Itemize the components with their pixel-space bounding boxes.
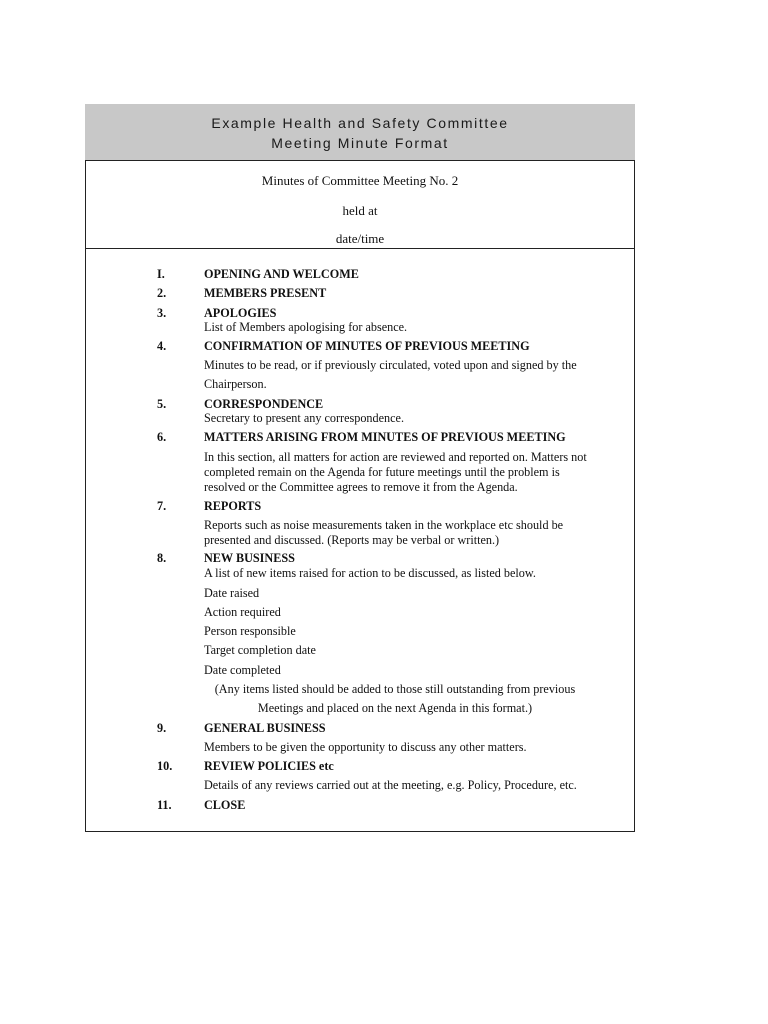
item-description: Target completion date <box>204 643 316 657</box>
item-number: 10. <box>157 759 173 773</box>
item-note: Meetings and placed on the next Agenda in this format.) <box>257 701 533 715</box>
item-description: Details of any reviews carried out at the meeting, e.g. Policy, Procedure, etc. <box>204 778 577 792</box>
item-description: Reports such as noise measurements taken in the workplace etc should be <box>204 518 564 532</box>
item-number: I. <box>157 267 165 281</box>
item-title: CLOSE <box>204 798 246 812</box>
item-title: CORRESPONDENCE <box>204 397 324 411</box>
item-title: OPENING AND WELCOME <box>204 267 359 281</box>
document-header <box>85 104 635 161</box>
item-note: (Any items listed should be added to those still outstanding from previous <box>214 682 576 696</box>
item-title: REPORTS <box>204 499 262 513</box>
item-title: MEMBERS PRESENT <box>204 286 327 300</box>
item-description: A list of new items raised for action to be discussed, as listed below. <box>204 566 536 580</box>
date-time: date/time <box>335 231 385 246</box>
item-number: 2. <box>157 286 167 300</box>
item-description: completed remain on the Agenda for future meetings until the problem is <box>204 465 560 479</box>
item-description: In this section, all matters for action are reviewed and reported on. Matters not <box>204 450 587 464</box>
item-description: resolved or the Committee agrees to remove it from the Agenda. <box>204 480 518 494</box>
minutes-title: Minutes of Committee Meeting No. 2 <box>261 173 459 188</box>
item-number: 11. <box>157 798 172 812</box>
item-title: CONFIRMATION OF MINUTES OF PREVIOUS MEETING <box>204 339 530 353</box>
item-number: 3. <box>157 306 167 320</box>
header-subtitle: Meeting Minute Format <box>271 135 449 151</box>
held-at: held at <box>342 203 378 218</box>
item-title: REVIEW POLICIES etc <box>204 759 334 773</box>
item-title: MATTERS ARISING FROM MINUTES OF PREVIOUS MEETING <box>204 430 566 444</box>
item-description: Secretary to present any correspondence. <box>204 411 404 425</box>
item-description: presented and discussed. (Reports may be verbal or written.) <box>204 533 500 547</box>
item-number: 4. <box>157 339 167 353</box>
item-title: APOLOGIES <box>204 306 277 320</box>
item-description: Members to be given the opportunity to discuss any other matters. <box>204 740 527 754</box>
item-description: Date raised <box>204 586 260 600</box>
header-title: Example Health and Safety Committee <box>211 115 509 131</box>
item-number: 9. <box>157 721 167 735</box>
meeting-meta <box>85 161 635 249</box>
item-number: 7. <box>157 499 167 513</box>
item-title: GENERAL BUSINESS <box>204 721 326 735</box>
item-description: Chairperson. <box>204 377 267 391</box>
item-number: 8. <box>157 551 167 565</box>
item-description: Action required <box>204 605 281 619</box>
item-number: 5. <box>157 397 167 411</box>
item-description: List of Members apologising for absence. <box>204 320 408 334</box>
item-title: NEW BUSINESS <box>204 551 295 565</box>
item-description: Date completed <box>204 663 281 677</box>
item-description: Minutes to be read, or if previously circulated, voted upon and signed by the <box>204 358 577 372</box>
item-description: Person responsible <box>204 624 296 638</box>
item-number: 6. <box>157 430 167 444</box>
